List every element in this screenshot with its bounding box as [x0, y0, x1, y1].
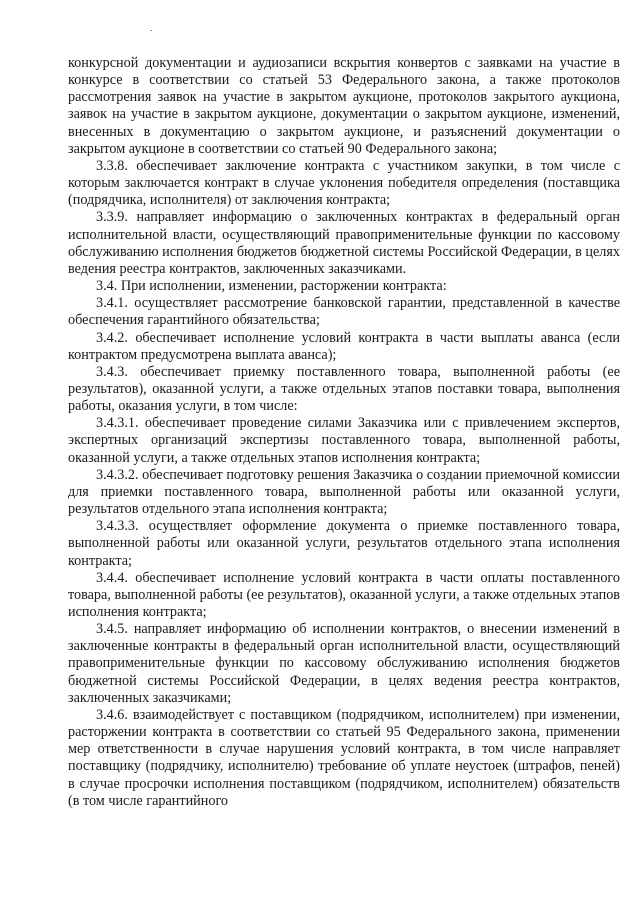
paragraph-3-4-4: 3.4.4. обеспечивает исполнение условий контракта в части оплаты поставленного товара, выполненной работы (ее результатов), оказанной услуги, а также отдельных этапов исполнения контракта;	[68, 569, 620, 620]
paragraph-3-4-6: 3.4.6. взаимодействует с поставщиком (подрядчиком, исполнителем) при изменении, расторжении контракта в соответствии со статьей 95 Федерального закона, применении мер ответственности в случае нарушения условий контракта, в том числе направляет поставщику (подрядчику, исполнителю) требование об уплате неустоек (штрафов, пеней) в случае просрочки исполнения поставщиком (подрядчиком, исполнителем) обязательств (в том числе гарантийного	[68, 706, 620, 809]
paragraph-continuation: конкурсной документации и аудиозаписи вскрытия конвертов с заявками на участие в конкурсе в соответствии со статьей 53 Федерального закона, а также протоколов рассмотрения заявок на участие в закрытом аукционе, протоколов закрытого аукциона, заявок на участие в закрытом аукционе, документации о закрытом аукционе, изменений, внесенных в документацию о закрытом аукционе, и разъяснений документации о закрытом аукционе в соответствии со статьей 90 Федерального закона;	[68, 55, 620, 157]
paragraph-3-4-3-3: 3.4.3.3. осуществляет оформление документа о приемке поставленного товара, выполненной работы или оказанной услуги, результатов отдельного этапа исполнения контракта;	[68, 518, 620, 569]
paragraph-3-3-8: 3.3.8. обеспечивает заключение контракта с участником закупки, в том числе с которым заключается контракт в случае уклонения победителя определения (поставщика (подрядчика, исполнителя) от заключения контракта;	[68, 157, 620, 209]
paragraph-3-4-3-2: 3.4.3.2. обеспечивает подготовку решения Заказчика о создании приемочной комиссии для приемки поставленного товара, выполненной работы или оказанной услуги, результатов отдельного этапа исполнения контракта;	[68, 466, 620, 518]
paragraph-3-4: 3.4. При исполнении, изменении, расторжении контракта:	[96, 278, 447, 295]
paragraph-3-4-5: 3.4.5. направляет информацию об исполнении контрактов, о внесении изменений в заключенные контракты в федеральный орган исполнительной власти, осуществляющий правоприменительные функции по кассовому обслуживанию исполнения бюджетов бюджетной системы Российской Федерации, в целях ведения реестра контрактов, заключенных заказчиками;	[68, 621, 620, 706]
paragraph-3-4-3: 3.4.3. обеспечивает приемку поставленного товара, выполненной работы (ее результатов), оказанной услуги, а также отдельных этапов поставки товара, выполнения работы, оказания услуги, в том числе:	[68, 363, 620, 415]
paragraph-3-4-2: 3.4.2. обеспечивает исполнение условий контракта в части выплаты аванса (если контрактом предусмотрена выплата аванса);	[68, 329, 620, 363]
document-page	[68, 55, 620, 810]
paragraph-3-4-3-1: 3.4.3.1. обеспечивает проведение силами Заказчика или с привлечением экспертов, экспертных организаций экспертизы поставленного товара, выполненной работы, оказанной услуги, а также отдельных этапов исполнения контракта;	[68, 415, 620, 466]
scan-speck	[150, 30, 152, 31]
paragraph-3-4-1: 3.4.1. осуществляет рассмотрение банковской гарантии, представленной в качестве обеспечения гарантийного обязательства;	[68, 295, 620, 329]
paragraph-3-3-9: 3.3.9. направляет информацию о заключенных контрактах в федеральный орган исполнительной власти, осуществляющий правоприменительные функции по кассовому обслуживанию исполнения бюджетов бюджетной системы Российской Федерации, в целях ведения реестра контрактов, заключенных заказчиками.	[68, 209, 620, 277]
